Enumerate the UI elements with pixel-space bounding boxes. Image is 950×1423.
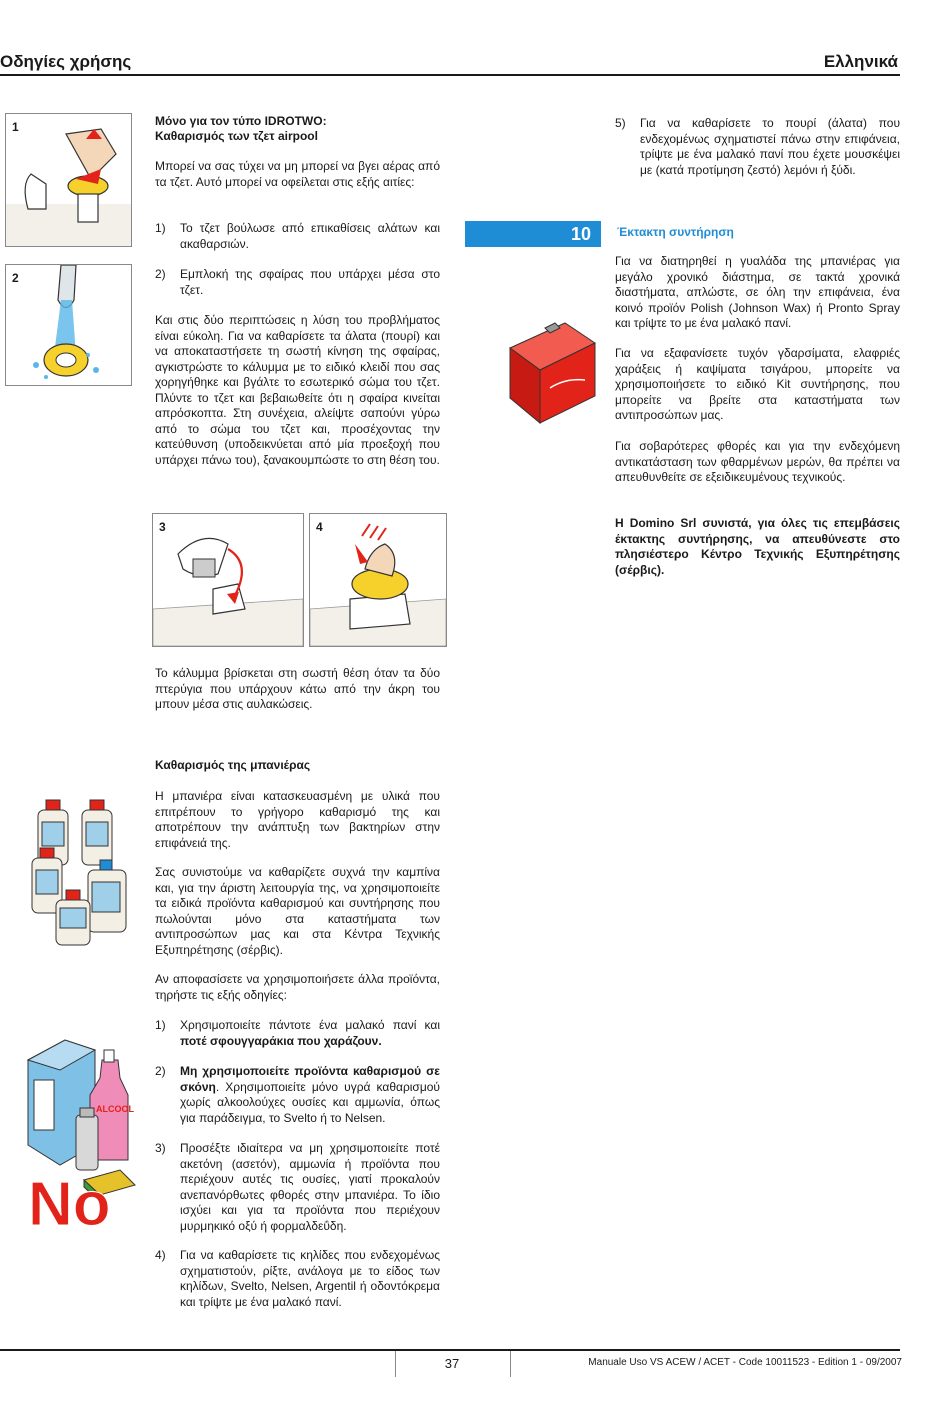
- list-number: 3): [155, 1141, 166, 1155]
- maintenance-paragraph-2: Για να εξαφανίσετε τυχόν γδαρσίματα, ελαφριές χαράξεις ή καψίματα τσιγάρου, μπορείτε να χρησιμοποιήσετε το ειδικό Kit συντήρησης, που μπορείτε να βρείτε στα καταστήματα των αντιπροσώπων μας.: [615, 346, 900, 422]
- list-number: 1): [155, 221, 166, 235]
- list-text: Εμπλοκή της σφαίρας που υπάρχει μέσα στο τζετ.: [180, 267, 440, 297]
- rule-emphasis: Μη χρησιμοποιείτε προϊόντα καθαρισμού σε σκόνη: [180, 1064, 440, 1094]
- forbidden-products-illustration: [20, 1020, 142, 1230]
- no-label: No: [28, 1170, 111, 1230]
- figure-2-jet-washing: [5, 264, 132, 386]
- list-number: 4): [155, 1248, 166, 1262]
- airpool-title-line2: Καθαρισμός των τζετ airpool: [155, 129, 318, 143]
- jet-press-illustration: [310, 514, 446, 646]
- list-number: 1): [155, 1018, 166, 1032]
- figure-number: 2: [12, 271, 19, 285]
- jet-reinsert-illustration: [153, 514, 303, 646]
- airpool-title-line1: Μόνο για τον τύπο IDROTWO:: [155, 114, 327, 128]
- figure-number: 1: [12, 120, 19, 134]
- section-number-badge: 10: [465, 221, 601, 247]
- jet-washing-illustration: [6, 265, 131, 385]
- list-number: 5): [615, 116, 626, 130]
- airpool-solution: Και στις δύο περιπτώσεις η λύση του προβλήματος είναι εύκολη. Για να καθαρίσετε τα άλατα (πουρί) και να αποκαταστήσετε τη σωστή κίνηση της σφαίρας, αγκιστρώστε το κάλυμμα με το ειδικό κλειδί που σας χορηγήθηκε και βγάλτε το εσωτερικό σώμα του τζετ. Πλύντε το τζετ και βεβαιωθείτε ότι η σφαίρα κινείται απρόσκοπτα. Στη συνέχεια, αλείψτε σαπούνι γύρω από το σώμα του τζετ και, προσέχοντας την κατεύθυνση (υποδεικνύεται από μία προεξοχή που υπάρχει πάνω του), ξανακουμπώστε το στη θέση του.: [155, 313, 440, 467]
- list-number: 2): [155, 1064, 166, 1078]
- list-text: [180, 1064, 440, 1126]
- cleaning-paragraph-3: Αν αποφασίσετε να χρησιμοποιήσετε άλλα προϊόντα, τηρήστε τις εξής οδηγίες:: [155, 972, 440, 1002]
- airpool-cover-note: Το κάλυμμα βρίσκεται στη σωστή θέση όταν τα δύο πτερύγια που υπάρχουν κάτω από την άκρη του μπουν μέσα στις αυλακώσεις.: [155, 666, 440, 711]
- maintenance-kit-illustration: [500, 298, 600, 428]
- airpool-cause-2: [155, 267, 440, 298]
- figure-number: 3: [159, 520, 166, 534]
- jet-removal-illustration: [6, 114, 131, 246]
- page-header-language: Ελληνικά: [823, 52, 898, 71]
- airpool-cause-1: [155, 221, 440, 252]
- maintenance-title: Έκτακτη συντήρηση: [617, 225, 734, 239]
- alcool-label: ALCOOL: [96, 1104, 134, 1114]
- cleaning-rule-3: [155, 1141, 440, 1234]
- cleaning-paragraph-2: Σας συνιστούμε να καθαρίζετε συχνά την καμπίνα και, για την άριστη λειτουργία της, να χρησιμοποιείτε τα ειδικά προϊόντα καθαρισμού και συντήρησης που πωλούνται μόνο στα καταστήματα των αντιπροσώπων μας και στα Κέντρα Τεχνικής Εξυπηρέτησης (σέρβις).: [155, 865, 440, 957]
- figure-1-jet-cleaning: [5, 113, 132, 247]
- cleaning-paragraph-1: Η μπανιέρα είναι κατασκευασμένη με υλικά που επιτρέπουν το γρήγορο καθαρισμό της και αποτρέπουν την ανάπτυξη των βακτηρίων στην επιφάνειά της.: [155, 789, 440, 850]
- maintenance-paragraph-3: Για σοβαρότερες φθορές και για την ενδεχόμενη αντικατάσταση των φθαρμένων μερών, θα πρέπει να απευθυνθείτε σε εξειδικευμένους τεχνικούς.: [615, 439, 900, 484]
- rule-text: Χρησιμοποιείτε πάντοτε ένα μαλακό πανί και: [180, 1018, 440, 1032]
- page-header-title: Οδηγίες χρήσης: [0, 52, 132, 71]
- list-text: Για να καθαρίσετε το πουρί (άλατα) που ενδεχομένως σχηματιστεί πάνω στην επιφάνεια, τρίψτε με ένα μαλακό πανί που έχετε μουσκέψει με (κατά προτίμηση ζεστό) λεμόνι ή ξύδι.: [640, 116, 900, 177]
- footer-document-code: Manuale Uso VS ACEW / ACET - Code 10011523 - Edition 1 - 09/2007: [588, 1357, 902, 1368]
- list-text: Για να καθαρίσετε τις κηλίδες που ενδεχομένως σχηματιστούν, ρίξτε, ανάλογα με το είδος των κηλίδων, Svelto, Nelsen, Argentil ή οδοντόκρεμα και τρίψτε με ένα μαλακό πανί.: [180, 1248, 440, 1309]
- cleaning-title: Καθαρισμός της μπανιέρας: [155, 758, 311, 772]
- maintenance-kit-image: [500, 298, 600, 428]
- cleaning-bottles-image: [20, 790, 132, 950]
- rule-text: . Χρησιμοποιείτε μόνο υγρά καθαρισμού χωρίς αλκοολούχες ουσίες και αμμωνία, όπως για παράδειγμα, το Svelto ή το Nelsen.: [180, 1079, 440, 1125]
- airpool-intro: Μπορεί να σας τύχει να μη μπορεί να βγει αέρας από τα τζετ. Αυτό μπορεί να οφείλεται στις εξής αιτίες:: [155, 159, 440, 189]
- figure-4-jet-press: [309, 513, 447, 647]
- cleaning-rule-2: [155, 1064, 440, 1126]
- forbidden-products-image: [20, 1020, 142, 1230]
- rule-emphasis: ποτέ σφουγγαράκια που χαράζουν.: [180, 1033, 382, 1048]
- list-text: [180, 1018, 440, 1049]
- cleaning-products-illustration: [20, 790, 132, 950]
- cleaning-rule-4: [155, 1248, 440, 1310]
- figure-3-jet-reinsert: [152, 513, 304, 647]
- maintenance-paragraph-4: Η Domino Srl συνιστά, για όλες τις επεμβάσεις έκτακτης συντήρησης, να απευθύνεστε στο πλησιέστερο Κέντρο Τεχνικής Εξυπηρέτησης (σέρβις).: [615, 516, 900, 577]
- page-number: 37: [444, 1356, 460, 1371]
- figure-number: 4: [316, 520, 323, 534]
- cleaning-rule-1: [155, 1018, 440, 1049]
- list-text: Το τζετ βούλωσε από επικαθίσεις αλάτων και ακαθαρσιών.: [180, 221, 440, 251]
- header-rule: [0, 74, 900, 76]
- list-number: 2): [155, 267, 166, 281]
- cleaning-rule-5: [615, 116, 900, 178]
- list-text: Προσέξτε ιδιαίτερα να μη χρησιμοποιείτε ποτέ ακετόνη (ασετόν), αμμωνία ή προϊόντα που περιέχουν αυτές τις ουσίες, γιατί προκαλούν ανεπανόρθωτες φθορές στην μπανιέρα. Το ίδιο ισχύει και για τα προϊόντα που περιέχουν μυρμηκικό οξύ ή φορμαλδεΰδη.: [180, 1141, 440, 1233]
- maintenance-paragraph-1: Για να διατηρηθεί η γυαλάδα της μπανιέρας για μεγάλο χρονικό διάστημα, σε τακτά χρονικά διαστήματα, απλώστε, σε όλη την επιφάνεια, ένα κοινό προϊόν Polish (Johnson Wax) ή Pronto Spray και τρίψτε το με ένα μαλακό πανί.: [615, 254, 900, 330]
